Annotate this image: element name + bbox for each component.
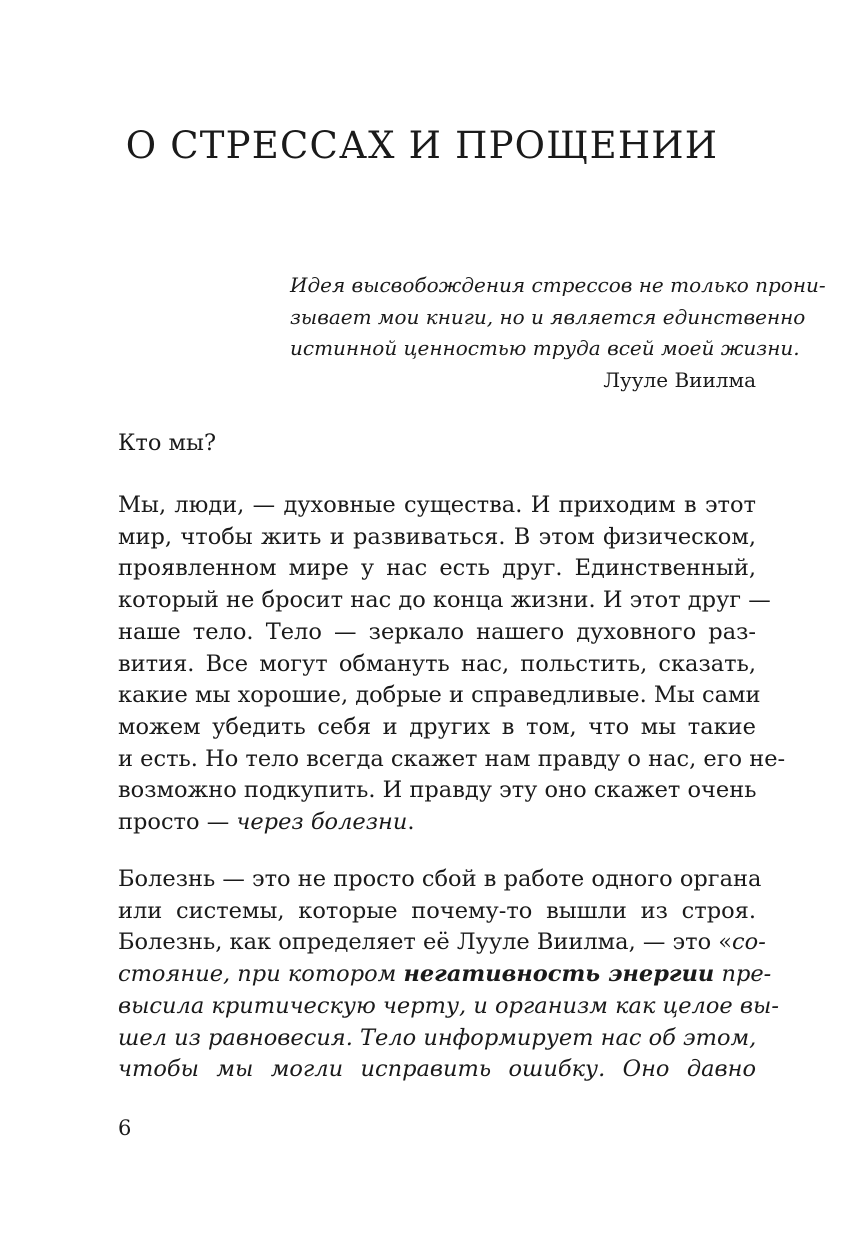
emphasis-text: через болезни [236, 809, 408, 836]
paragraph-line [118, 959, 772, 991]
paragraph-2 [118, 864, 779, 1086]
paragraph-line: вития. Все могут обмануть нас, польстить, сказать, [118, 650, 756, 677]
paragraph-line: Болезнь — это не просто сбой в работе одного органа [118, 866, 762, 892]
paragraph-line: который не бросит нас до конца жизни. И этот друг — [118, 587, 771, 614]
paragraph-line: какие мы хорошие, добрые и справедливые. Мы сами [118, 682, 761, 709]
paragraph-line: наше тело. Тело — зеркало нашего духовного раз- [118, 618, 756, 645]
paragraph-line [118, 1054, 756, 1086]
paragraph-text: Болезнь, как определяет её Лууле Виилма, — это « [118, 929, 733, 956]
question-line [118, 428, 756, 460]
paragraph-line: или системы, которые почему-то вышли из строя. [118, 897, 756, 924]
paragraph-line [118, 1023, 756, 1055]
paragraph-line: Мы, люди, — духовные существа. И приходим в этот [118, 492, 756, 518]
paragraph-line: проявленном мире у нас есть друг. Единственный, [118, 555, 756, 582]
paragraph-1 [118, 490, 786, 839]
quote-text: чтобы мы могли исправить ошибку. Оно давно [118, 1056, 756, 1083]
epigraph-line: Идея высвобождения стрессов не только прони- [290, 273, 826, 297]
epigraph-line: зывает мои книги, но и является единственно [290, 304, 806, 329]
quote-text: шел из равновесия. Тело информирует нас об этом, [118, 1024, 757, 1051]
epigraph [290, 270, 826, 396]
bold-emphasis-text: негативность энергии [403, 961, 715, 988]
quote-text: со- [732, 929, 766, 956]
epigraph-author: Лууле Виилма [603, 367, 756, 392]
epigraph-line: истинной ценностью труда всей моей жизни. [290, 336, 800, 360]
paragraph-line: и есть. Но тело всегда скажет нам правду о нас, его не- [118, 745, 786, 772]
paragraph-line: возможно подкупить. И правду эту оно скажет очень [118, 777, 757, 804]
chapter-title: О СТРЕССАХ И ПРОЩЕНИИ [125, 124, 719, 167]
paragraph-line [118, 991, 779, 1023]
paragraph-line: мир, чтобы жить и развиваться. В этом физическом, [118, 523, 756, 550]
paragraph-text: . [407, 809, 415, 836]
paragraph-line [118, 927, 766, 959]
quote-text: высила критическую черту, и организм как целое вы- [118, 992, 779, 1019]
question-text: Кто мы? [118, 430, 217, 456]
quote-text: пре- [714, 961, 772, 988]
paragraph-line: можем убедить себя и других в том, что мы такие [118, 713, 756, 740]
quote-text: стояние, при котором [118, 961, 404, 988]
page-number: 6 [118, 1116, 132, 1140]
paragraph-text: просто — [118, 809, 237, 836]
paragraph-line [118, 807, 756, 839]
